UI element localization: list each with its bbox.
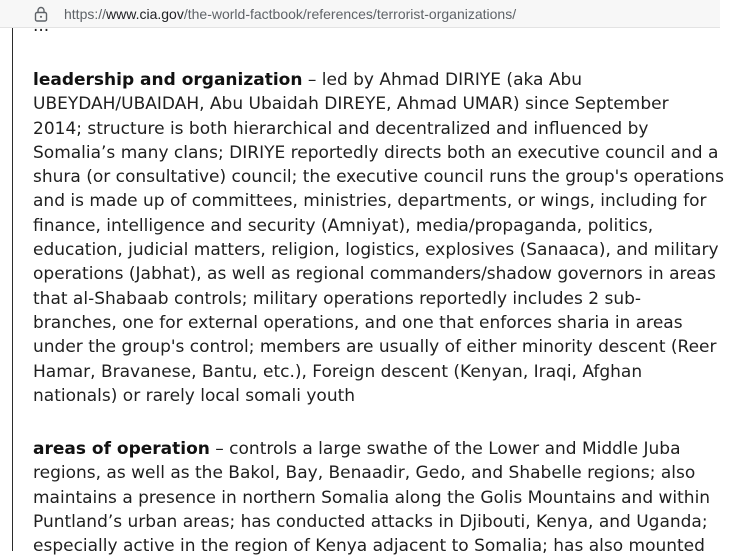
areas-line-1: regions, as well as the Bakol, Bay, Benaadir, Gedo, and Shabelle regions; also [33,463,696,484]
areas-line-3: Puntland’s urban areas; has conducted attacks in Djibouti, Kenya, and Uganda; [33,511,708,532]
leadership-line-0: led by Ahmad DIRIYE (aka Abu [321,70,583,90]
leadership-section [33,68,733,408]
leadership-line-2: 2014; structure is both hierarchical and decentralized and influenced by [33,118,649,139]
leadership-line-6: finance, intelligence and security (Amniyat), media/propaganda, politics, [33,215,654,236]
leadership-line-4: shura (or consultative) council; the executive council runs the group's operations [33,167,725,188]
areas-heading: areas of operation [33,439,210,459]
leadership-line-8: operations (Jabhat), as well as regional commanders/shadow governors in areas [33,264,716,285]
url-host: www.cia.gov [106,5,184,22]
leadership-line-7: education, judicial matters, religion, logistics, explosives (Sanaaca), and military [33,240,719,261]
leadership-heading: leadership and organization [33,70,303,90]
leadership-line-5: and is made up of committees, ministries, departments, or wings, including for [33,191,707,212]
leadership-line-10: branches, one for external operations, and one that enforces sharia in areas [33,312,683,333]
url-text[interactable] [64,6,516,22]
areas-line-4: especially active in the region of Kenya adjacent to Somalia; has also mounted [33,536,705,557]
partial-top-line: ... [33,16,50,36]
page-content [12,16,733,557]
areas-section [33,437,733,558]
leadership-line-12: Hamar, Bravanese, Bantu, etc.), Foreign descent (Kenyan, Iraqi, Afghan [33,361,643,382]
areas-first-line [33,437,733,461]
leadership-line-13: nationals) or rarely local somali youth [33,385,356,406]
url-path: /the-world-factbook/references/terrorist-organizations/ [183,5,517,22]
leadership-line-3: Somalia’s many clans; DIRIYE reportedly directs both an executive council and a [33,142,719,163]
leadership-line-11: under the group's control; members are usually of either minority descent (Reer [33,337,717,358]
address-bar[interactable] [0,0,720,28]
leadership-line-9: that al-Shabaab controls; military operations reportedly includes 2 sub- [33,288,642,309]
url-prefix: https:// [64,5,107,22]
leadership-dash: – [302,70,322,90]
leadership-line-1: UBEYDAH/UBAIDAH, Abu Ubaidah DIREYE, Ahmad UMAR) since September [33,94,669,115]
areas-dash: – [209,439,230,459]
areas-line-2: maintains a presence in northern Somalia along the Golis Mountains and within [33,487,711,508]
areas-line-0: controls a large swathe of the Lower and Middle Juba [229,439,681,459]
leadership-first-line [33,68,733,92]
